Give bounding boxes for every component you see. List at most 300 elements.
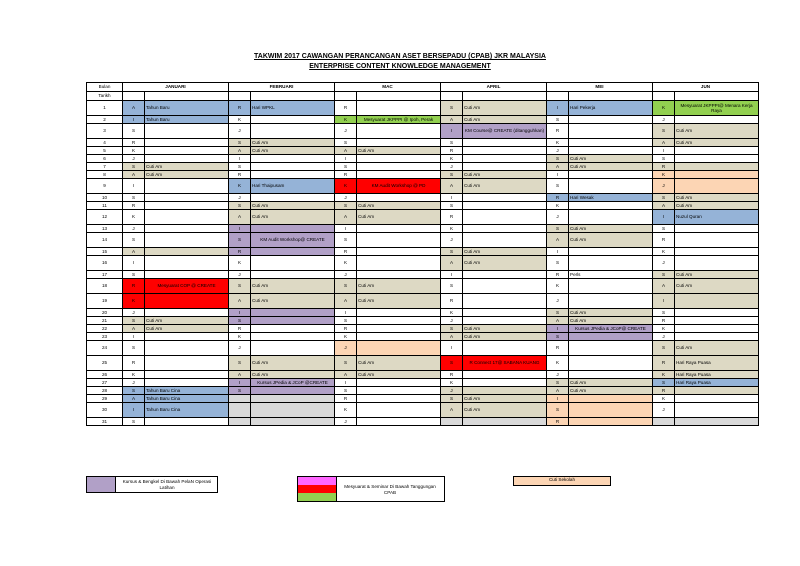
mei-day-letter: J [547,147,569,155]
feb-day-letter: J [229,194,251,202]
jun-day-letter: S [653,194,675,202]
legend-training [86,476,218,493]
mei-day-letter: S [547,155,569,163]
header-spacer [569,92,653,101]
feb-day-letter: J [229,124,251,139]
jun-event [675,294,759,309]
jun-event [675,225,759,233]
header-spacer [123,92,145,101]
jan-day-letter: R [123,202,145,210]
jan-day-letter: J [123,309,145,317]
jan-day-letter: K [123,371,145,379]
feb-day-letter: S [229,139,251,147]
jan-event [145,333,229,341]
mac-day-letter: K [335,256,357,271]
apr-event [463,155,547,163]
feb-event [251,317,335,325]
jan-event [145,179,229,194]
jun-day-letter: J [653,333,675,341]
jun-day-letter: S [653,341,675,356]
jan-day-letter: K [123,147,145,155]
legend-training-label: Kursus & Bengkel Di Bawah PelaN Operasi Latihan [122,479,212,490]
header-spacer [145,92,229,101]
feb-day-letter: I [229,379,251,387]
mei-day-letter: S [547,256,569,271]
jan-day-letter: I [123,179,145,194]
feb-event [251,256,335,271]
mac-day-letter: R [335,101,357,116]
feb-day-letter: S [229,317,251,325]
jan-day-letter: K [123,210,145,225]
mei-event [569,179,653,194]
date-number: 4 [87,139,123,147]
date-number: 7 [87,163,123,171]
apr-event [463,271,547,279]
mac-event [357,418,441,426]
calendar-table [86,82,759,426]
date-number: 21 [87,317,123,325]
jun-event: Cuti Am [675,271,759,279]
mei-event [569,403,653,418]
date-number: 17 [87,271,123,279]
mac-event: Cuti Am [357,356,441,371]
header-bulan: Bulan [87,83,123,92]
jun-event [675,317,759,325]
apr-event [463,418,547,426]
date-number: 1 [87,101,123,116]
date-number: 30 [87,403,123,418]
jan-day-letter: I [123,403,145,418]
mei-day-letter: S [547,225,569,233]
apr-day-letter: S [441,171,463,179]
mac-event [357,325,441,333]
day-row [87,116,759,124]
jun-event [675,333,759,341]
feb-event: Hari Thaipusam [251,179,335,194]
jun-day-letter: R [653,163,675,171]
mac-event [357,139,441,147]
mei-day-letter: S [547,116,569,124]
mac-event [357,333,441,341]
jun-event [675,179,759,194]
header-spacer [675,92,759,101]
feb-day-letter: S [229,163,251,171]
header-spacer [441,92,463,101]
day-row [87,101,759,116]
jun-event: Nuzul Quran [675,210,759,225]
apr-event: KM Course@ CREATE (ditangguhkan) [463,124,547,139]
mei-day-letter: I [547,395,569,403]
mei-day-letter: K [547,202,569,210]
day-row [87,256,759,271]
mei-day-letter: R [547,418,569,426]
day-row [87,403,759,418]
mei-day-letter: R [547,341,569,356]
feb-event [251,116,335,124]
feb-day-letter: A [229,371,251,379]
feb-event: Cuti Am [251,294,335,309]
feb-event [251,155,335,163]
date-number: 13 [87,225,123,233]
mac-day-letter: K [335,403,357,418]
apr-day-letter: K [441,379,463,387]
jan-event [145,271,229,279]
mac-event [357,271,441,279]
legend-green-swatch [298,493,337,501]
mei-day-letter: I [547,325,569,333]
jan-event: Tahun Baru [145,116,229,124]
mac-day-letter: A [335,294,357,309]
apr-event [463,202,547,210]
date-number: 16 [87,256,123,271]
feb-day-letter: A [229,147,251,155]
jun-day-letter: S [653,225,675,233]
apr-day-letter: J [441,163,463,171]
feb-day-letter: K [229,179,251,194]
mei-day-letter: J [547,371,569,379]
feb-day-letter: K [229,333,251,341]
jun-event [675,418,759,426]
apr-day-letter: J [441,233,463,248]
feb-event: Cuti Am [251,279,335,294]
jan-day-letter: S [123,233,145,248]
mei-event [569,418,653,426]
feb-event: Cuti Am [251,147,335,155]
jun-day-letter: K [653,395,675,403]
apr-event: Cuti Am [463,325,547,333]
day-row [87,317,759,325]
month-header-apr: APRIL [441,83,547,92]
day-row [87,271,759,279]
day-row [87,395,759,403]
mac-event [357,101,441,116]
jun-event: Cuti Am [675,202,759,210]
apr-day-letter: I [441,124,463,139]
mac-event [357,225,441,233]
mac-event: Cuti Am [357,294,441,309]
month-header-mei: MEI [547,83,653,92]
apr-event: Cuti Am [463,116,547,124]
day-row [87,155,759,163]
apr-day-letter: S [441,202,463,210]
feb-day-letter: A [229,294,251,309]
jun-event: Hari Raya Puasa [675,379,759,387]
mei-day-letter: S [547,179,569,194]
jun-event: Hari Raya Puasa [675,371,759,379]
apr-day-letter: S [441,395,463,403]
mei-event [569,124,653,139]
mac-day-letter: J [335,418,357,426]
apr-day-letter: A [441,179,463,194]
mac-day-letter: I [335,309,357,317]
apr-event [463,371,547,379]
jan-event: Cuti Am [145,171,229,179]
apr-day-letter: K [441,225,463,233]
document-subtitle: ENTERPRISE CONTENT KNOWLEDGE MANAGEMENT [309,63,491,70]
mei-event: Kursus JPedia & JCoP@ CREATE [569,325,653,333]
jan-day-letter: A [123,395,145,403]
jan-day-letter: I [123,116,145,124]
jan-event [145,147,229,155]
jan-day-letter: R [123,279,145,294]
apr-event [463,294,547,309]
mei-event [569,279,653,294]
jan-event [145,194,229,202]
mei-day-letter: A [547,387,569,395]
jan-day-letter: S [123,341,145,356]
feb-event [251,418,335,426]
date-number: 31 [87,418,123,426]
jun-day-letter: R [653,317,675,325]
mei-day-letter: K [547,139,569,147]
mei-event [569,371,653,379]
jan-event [145,371,229,379]
jan-event [145,294,229,309]
legend-school-label: Cuti Sekolah [548,477,576,482]
feb-day-letter: K [229,256,251,271]
legend-meetings-label: Mesyuarat & Seminar Di Bawah Tanggungan CPAB [344,484,436,495]
mei-event: Hari Wesak [569,194,653,202]
apr-day-letter: K [441,309,463,317]
mac-event [357,124,441,139]
apr-event [463,194,547,202]
jun-day-letter: A [653,139,675,147]
apr-event: Cuti Am [463,248,547,256]
date-number: 6 [87,155,123,163]
mac-day-letter: S [335,233,357,248]
mei-event [569,356,653,371]
jun-day-letter: I [653,294,675,309]
mac-day-letter: S [335,387,357,395]
mac-event [357,341,441,356]
jun-day-letter [653,418,675,426]
apr-event: Cuti Am [463,395,547,403]
jan-event: Tahun Baru Cina [145,395,229,403]
jun-day-letter: S [653,155,675,163]
jan-day-letter: J [123,155,145,163]
mei-day-letter: S [547,403,569,418]
mac-day-letter: R [335,325,357,333]
mei-event [569,116,653,124]
day-row [87,294,759,309]
apr-event [463,233,547,248]
jun-day-letter: K [653,248,675,256]
jan-event [145,341,229,356]
day-row [87,341,759,356]
jun-day-letter: K [653,171,675,179]
date-number: 11 [87,202,123,210]
day-row [87,233,759,248]
apr-day-letter: S [441,356,463,371]
header-spacer [547,92,569,101]
mac-event: Cuti Am [357,202,441,210]
jan-event [145,124,229,139]
feb-day-letter: S [229,233,251,248]
mac-day-letter: S [335,279,357,294]
mac-day-letter: J [335,271,357,279]
date-number: 3 [87,124,123,139]
jan-day-letter: S [123,317,145,325]
date-number: 29 [87,395,123,403]
legend-school-holiday [513,476,611,486]
feb-event: Cuti Am [251,371,335,379]
jun-event [675,256,759,271]
jun-day-letter: A [653,279,675,294]
mac-event: Cuti Am [357,147,441,155]
jun-day-letter: R [653,387,675,395]
mac-day-letter: K [335,179,357,194]
header-spacer [653,92,675,101]
jun-event: Cuti Am [675,341,759,356]
feb-event [251,124,335,139]
jan-day-letter: K [123,294,145,309]
jan-event [145,418,229,426]
apr-event [463,210,547,225]
mei-event: Hari Pekerja [569,101,653,116]
jan-day-letter: S [123,124,145,139]
jun-event [675,233,759,248]
mei-event [569,256,653,271]
feb-day-letter: J [229,271,251,279]
jun-day-letter: I [653,210,675,225]
jan-event: Tahun Baru Cina [145,387,229,395]
apr-event [463,309,547,317]
apr-event: R Connect 17@ SABANA KUANG [463,356,547,371]
feb-event [251,271,335,279]
jan-day-letter: S [123,387,145,395]
feb-event [251,309,335,317]
apr-day-letter: S [441,325,463,333]
mei-event [569,341,653,356]
jun-day-letter: S [653,124,675,139]
mei-event: Cuti Am [569,379,653,387]
apr-day-letter: S [441,139,463,147]
jan-event [145,210,229,225]
apr-day-letter: S [441,101,463,116]
apr-event [463,163,547,171]
day-row [87,387,759,395]
feb-day-letter: I [229,225,251,233]
feb-event [251,403,335,418]
mac-event [357,256,441,271]
apr-event: Cuti Am [463,256,547,271]
mei-event [569,210,653,225]
jan-day-letter: S [123,163,145,171]
feb-event [251,341,335,356]
mac-event [357,248,441,256]
mac-day-letter: J [335,194,357,202]
month-header-mac: MAC [335,83,441,92]
apr-event: Cuti Am [463,333,547,341]
date-number: 12 [87,210,123,225]
mei-day-letter: K [547,356,569,371]
mac-event [357,155,441,163]
apr-event: Cuti Am [463,179,547,194]
apr-day-letter: A [441,116,463,124]
mei-event: Cuti Am [569,233,653,248]
jan-event [145,356,229,371]
feb-day-letter: I [229,155,251,163]
jun-event [675,147,759,155]
day-row [87,210,759,225]
feb-event [251,333,335,341]
jun-day-letter: K [653,101,675,116]
feb-event [251,171,335,179]
apr-event [463,379,547,387]
day-row [87,194,759,202]
apr-event: Cuti Am [463,403,547,418]
jun-day-letter: R [653,233,675,248]
feb-event [251,163,335,171]
mac-event: Mesyuarat JKPPPI @ Ipoh, Perak [357,116,441,124]
mac-event: KM Audit Workshop @ PD [357,179,441,194]
apr-day-letter: S [441,279,463,294]
date-number: 24 [87,341,123,356]
feb-event [251,248,335,256]
feb-day-letter: S [229,356,251,371]
date-number: 19 [87,294,123,309]
jan-day-letter: I [123,333,145,341]
apr-day-letter: J [441,387,463,395]
date-number: 25 [87,356,123,371]
jun-event [675,163,759,171]
jan-day-letter: A [123,171,145,179]
jan-day-letter: J [123,379,145,387]
mei-day-letter: R [547,124,569,139]
mac-event [357,395,441,403]
apr-event: Cuti Am [463,171,547,179]
day-row [87,379,759,387]
mac-day-letter: I [335,225,357,233]
mei-event: Perls [569,271,653,279]
mac-day-letter: J [335,341,357,356]
jun-day-letter: S [653,309,675,317]
feb-event [251,225,335,233]
jan-day-letter: R [123,139,145,147]
apr-day-letter: A [441,256,463,271]
day-row [87,333,759,341]
mac-day-letter: A [335,147,357,155]
day-row [87,179,759,194]
mac-day-letter: A [335,371,357,379]
mac-day-letter: R [335,248,357,256]
mac-day-letter: S [335,317,357,325]
legend-training-swatch [87,477,116,492]
apr-event [463,341,547,356]
jun-event [675,171,759,179]
jan-event [145,233,229,248]
apr-day-letter [441,418,463,426]
mei-day-letter: I [547,171,569,179]
jun-day-letter: R [653,356,675,371]
mac-day-letter: I [335,379,357,387]
jan-event: Cuti Am [145,325,229,333]
feb-event: KM Audit Workshop@ CREATE [251,233,335,248]
day-row [87,202,759,210]
day-row [87,356,759,371]
jan-day-letter: S [123,194,145,202]
mac-day-letter: K [335,333,357,341]
mei-event [569,248,653,256]
jun-event [675,155,759,163]
jan-day-letter: R [123,356,145,371]
header-spacer [229,92,251,101]
date-number: 5 [87,147,123,155]
header-spacer [335,92,357,101]
mei-day-letter: I [547,248,569,256]
day-row [87,171,759,179]
jun-event [675,309,759,317]
